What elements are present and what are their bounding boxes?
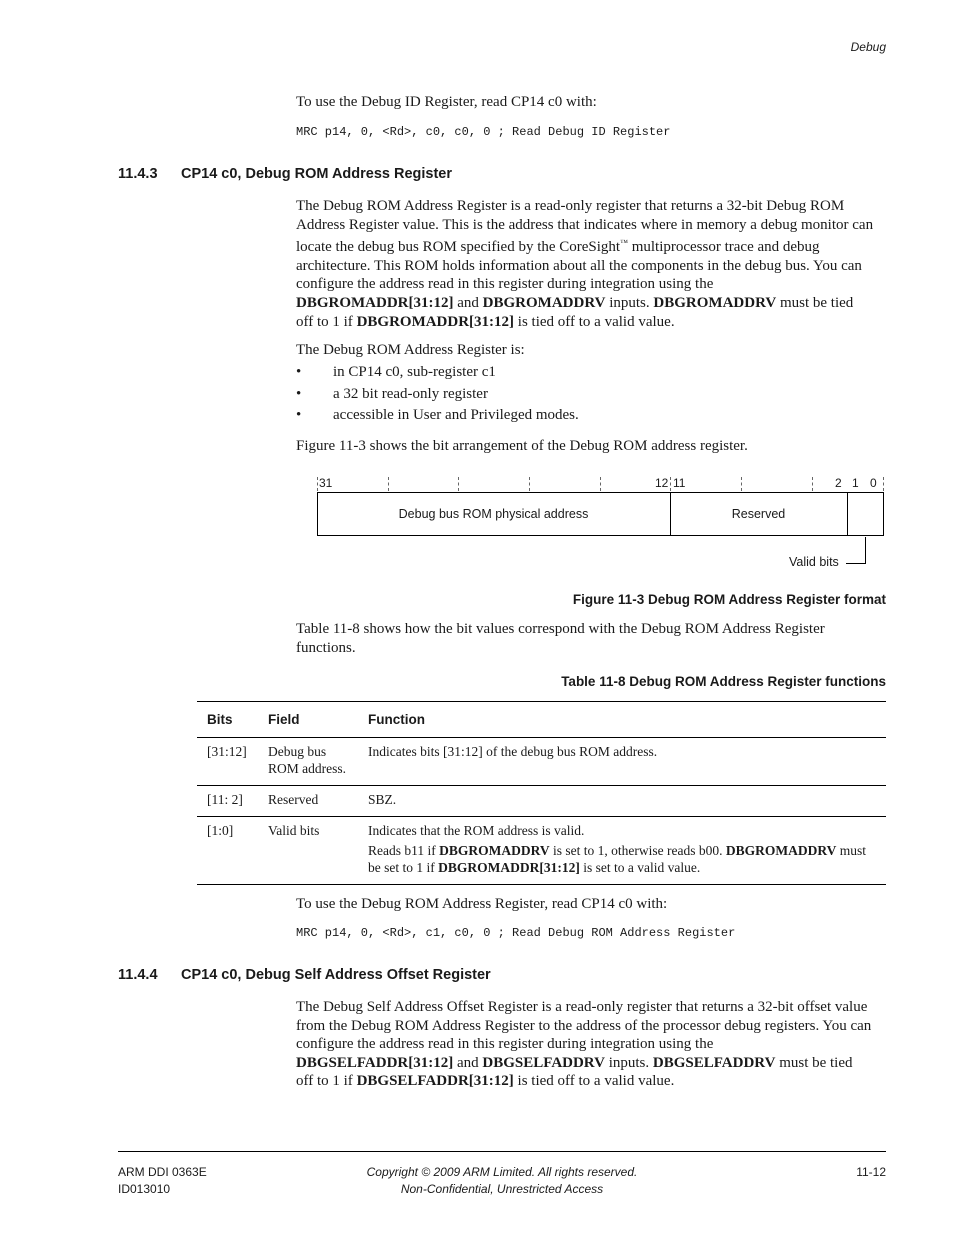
para-line: configure the address read in this register during integration using the	[296, 1036, 714, 1053]
text-run: inputs.	[605, 294, 654, 311]
list-item: • accessible in User and Privileged modes.	[296, 406, 888, 428]
text-run: multiprocessor trace and debug	[627, 239, 820, 256]
bit-tick	[741, 477, 742, 491]
text-run: must be tied	[775, 1054, 853, 1071]
text-run: off to 1 if	[296, 313, 357, 330]
footer-center	[302, 1164, 702, 1198]
self-offset-description	[296, 998, 888, 1091]
para-line: Table 11-8 shows how the bit values correspond with the Debug ROM Address Register	[296, 621, 825, 637]
code-read-rom-address: MRC p14, 0, <Rd>, c1, c0, 0 ; Read Debug ROM Address Register	[296, 926, 736, 940]
cell-para: Indicates that the ROM address is valid.	[368, 823, 585, 838]
intro-text: To use the Debug ID Register, read CP14 c0 with:	[296, 94, 597, 110]
para-line	[296, 294, 888, 313]
section-number: 11.4.3	[118, 166, 158, 182]
bit-tick	[670, 477, 671, 491]
bit-tick	[600, 477, 601, 491]
field-rom-address: Debug bus ROM physical address	[398, 507, 589, 521]
para-line	[296, 234, 888, 257]
bit-tick	[529, 477, 530, 491]
footer-rule	[118, 1151, 886, 1152]
cell-field: Valid bits	[258, 817, 358, 885]
rom-register-description	[296, 197, 888, 331]
para-line: The Debug ROM Address Register is a read-only register that returns a 32-bit Debug ROM	[296, 198, 845, 214]
cell-bits: [11: 2]	[197, 786, 258, 817]
text-run: is tied off to a valid value.	[514, 313, 675, 330]
bit-tick	[458, 477, 459, 491]
signal-name: DBGSELFADDRV	[482, 1054, 605, 1071]
para-line: functions.	[296, 639, 356, 656]
footer-left	[118, 1164, 207, 1198]
register-functions-table	[197, 701, 886, 885]
signal-name: DBGROMADDR[31:12]	[438, 860, 580, 875]
column-header-bits: Bits	[197, 702, 258, 738]
page-number: 11-12	[856, 1165, 886, 1179]
table-reference	[296, 620, 888, 657]
confidentiality-notice: Non-Confidential, Unrestricted Access	[400, 1182, 604, 1196]
text-run: locate the debug bus ROM specified by the CoreSight	[296, 239, 621, 256]
issue-id: ID013010	[118, 1182, 171, 1196]
running-head: Debug	[850, 40, 886, 54]
signal-name: DBGSELFADDRV	[652, 1054, 776, 1071]
list-item: • a 32 bit read-only register	[296, 385, 888, 407]
copyright-notice: Copyright © 2009 ARM Limited. All rights reserved.	[366, 1165, 638, 1179]
bit-number-1: 1	[852, 476, 859, 490]
signal-name: DBGROMADDRV	[482, 294, 606, 311]
figure-caption: Figure 11-3 Debug ROM Address Register format	[572, 592, 886, 607]
table-row	[197, 817, 886, 885]
bit-tick	[388, 477, 389, 491]
para-line: configure the address read in this register during integration using the	[296, 276, 714, 293]
code-read-debug-id: MRC p14, 0, <Rd>, c0, c0, 0 ; Read Debug ID Register	[296, 125, 671, 139]
bit-number-11: 11	[673, 476, 686, 490]
signal-name: DBGROMADDR[31:12]	[296, 294, 454, 311]
para-line	[296, 313, 888, 332]
text-run: Reads b11 if	[368, 843, 440, 858]
table-caption: Table 11-8 Debug ROM Address Register functions	[561, 674, 886, 689]
table-row	[197, 738, 886, 786]
bit-tick	[883, 477, 884, 491]
cell-function: Indicates bits [31:12] of the debug bus ROM address.	[358, 738, 886, 786]
section-number: 11.4.4	[118, 967, 158, 983]
list-intro: The Debug ROM Address Register is:	[296, 342, 525, 358]
section-heading-11-4-3	[118, 166, 452, 182]
para-line: The Debug Self Address Offset Register is a read-only register that returns a 32-bit offset value	[296, 999, 868, 1015]
signal-name: DBGSELFADDR[31:12]	[356, 1073, 514, 1090]
text-run: off to 1 if	[296, 1073, 357, 1090]
bit-number-2: 2	[835, 476, 842, 490]
document-id: ARM DDI 0363E	[118, 1165, 207, 1179]
signal-name: DBGROMADDRV	[653, 294, 777, 311]
callout-valid-bits: Valid bits	[789, 555, 839, 569]
text-run: inputs.	[604, 1054, 653, 1071]
outro-text: To use the Debug ROM Address Register, read CP14 c0 with:	[296, 896, 668, 912]
cell-bits: [31:12]	[197, 738, 258, 786]
bit-tick	[812, 477, 813, 491]
text-run: is set to a valid value.	[579, 860, 701, 875]
para-line: Address Register value. This is the address that indicates where in memory a debug monitor can	[296, 216, 874, 233]
para-line	[296, 1054, 888, 1073]
section-heading-11-4-4	[118, 967, 491, 983]
column-header-function: Function	[358, 702, 886, 738]
text-run: and	[453, 1054, 483, 1071]
signal-name: DBGROMADDR[31:12]	[356, 313, 515, 330]
cell-field: Reserved	[258, 786, 358, 817]
bullet-list	[296, 363, 888, 428]
section-title: CP14 c0, Debug ROM Address Register	[181, 166, 453, 182]
bit-number-31: 31	[319, 476, 333, 490]
bit-number-0: 0	[870, 476, 877, 490]
text-run: be set to 1 if	[368, 860, 439, 875]
table-header-row	[197, 702, 886, 738]
field-divider	[847, 492, 848, 536]
cell-field	[258, 738, 358, 786]
cell-line: Debug bus	[268, 744, 327, 759]
para-line: architecture. This ROM holds information about all the components in the debug bus. You can	[296, 257, 862, 274]
text-run: must	[836, 843, 867, 858]
list-item: • in CP14 c0, sub-register c1	[296, 363, 888, 385]
para-line	[296, 1072, 888, 1091]
cell-bits: [1:0]	[197, 817, 258, 885]
text-run: is tied off to a valid value.	[513, 1073, 675, 1090]
table-row	[197, 786, 886, 817]
cell-function	[358, 817, 886, 885]
bit-tick	[317, 477, 318, 491]
cell-line: ROM address.	[268, 761, 346, 776]
signal-name: DBGROMADDRV	[725, 843, 837, 858]
text-run: must be tied	[776, 294, 854, 311]
cell-function: SBZ.	[358, 786, 886, 817]
column-header-field: Field	[258, 702, 358, 738]
cell-para	[368, 842, 886, 876]
section-title: CP14 c0, Debug Self Address Offset Register	[181, 967, 491, 983]
text-run: and	[453, 294, 483, 311]
callout-line-vertical	[865, 537, 866, 564]
field-reserved: Reserved	[731, 507, 786, 521]
text-run: is set to 1, otherwise reads b00.	[549, 843, 726, 858]
figure-reference: Figure 11-3 shows the bit arrangement of the Debug ROM address register.	[296, 438, 748, 454]
para-line: from the Debug ROM Address Register to the address of the processor debug registers. You can	[296, 1017, 872, 1034]
bit-number-12: 12	[655, 476, 669, 490]
trademark-mark: ™	[620, 238, 628, 248]
signal-name: DBGSELFADDR[31:12]	[296, 1054, 454, 1071]
callout-line-horizontal	[846, 563, 866, 564]
signal-name: DBGROMADDRV	[439, 843, 550, 858]
